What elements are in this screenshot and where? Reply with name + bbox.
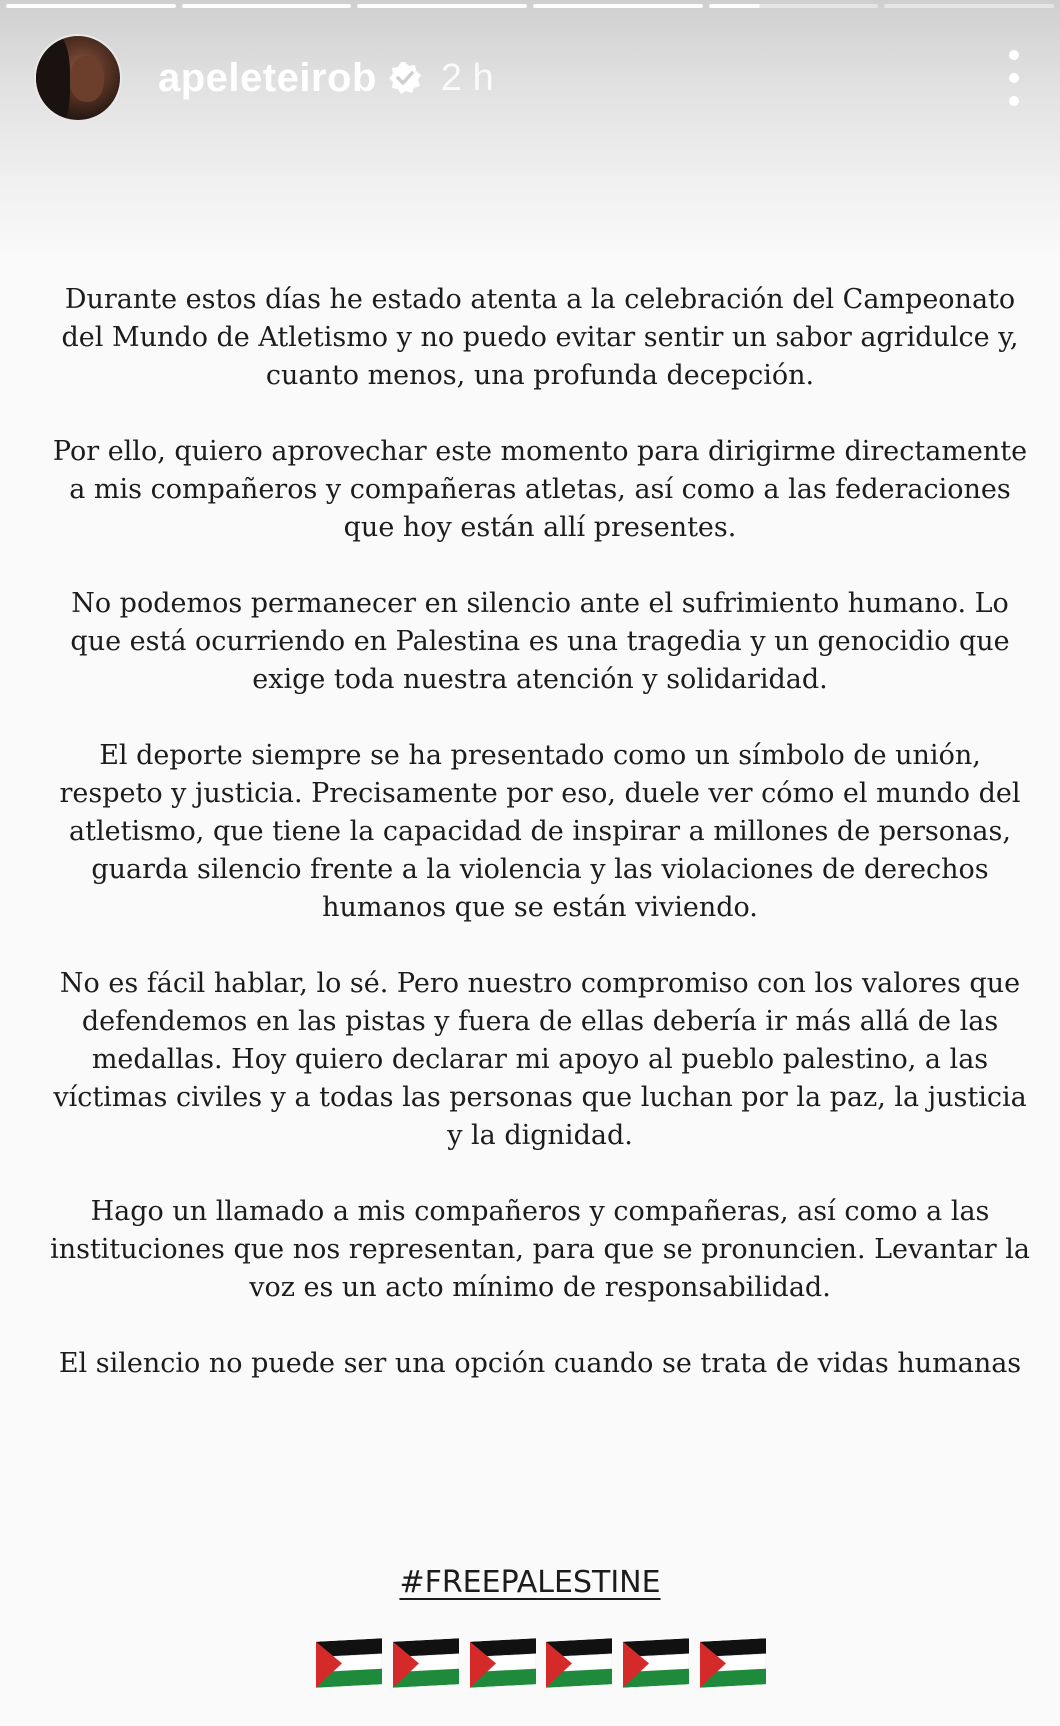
progress-segment [182, 4, 352, 8]
story-header [34, 32, 1026, 124]
palestine-flag-icon [623, 1638, 689, 1687]
story-text [50, 281, 1030, 1421]
paragraph: El silencio no puede ser una opción cuando se trata de vidas humanas [58, 1348, 1022, 1379]
verified-badge-icon [387, 60, 423, 96]
paragraph: Hago un llamado a mis compañeros y compañeras, así como a las instituciones que nos representan, para que se pronuncien. Levantar la voz es un acto mínimo de responsabilidad. [50, 1196, 1030, 1303]
palestine-flag-icon [316, 1638, 382, 1687]
paragraph: Por ello, quiero aprovechar este momento para dirigirme directamente a mis compañeros y compañeras atletas, así como a las federaciones que hoy están allí presentes. [52, 436, 1028, 543]
progress-segment-current [709, 4, 879, 8]
hashtag-link[interactable]: #FREEPALESTINE [399, 1565, 661, 1600]
progress-segment [357, 4, 527, 8]
avatar[interactable] [34, 34, 122, 122]
post-time: 2 h [440, 56, 494, 99]
palestine-flag-icon [700, 1638, 766, 1687]
username[interactable]: apeleteirob [158, 55, 377, 100]
paragraph: No es fácil hablar, lo sé. Pero nuestro compromiso con los valores que defendemos en las pistas y fuera de ellas debería ir más allá de las medallas. Hoy quiero declarar mi apoyo al pueblo palestino, a las víctimas civiles y a todas las personas que luchan por la paz, la justicia y la dignidad. [53, 968, 1027, 1151]
progress-segment [533, 4, 703, 8]
story-progress-bar [6, 4, 1054, 8]
more-options-icon[interactable] [1008, 50, 1020, 106]
hashtag-link-wrapper [0, 1565, 1060, 1600]
palestine-flag-icon [393, 1638, 459, 1687]
paragraph: El deporte siempre se ha presentado como un símbolo de unión, respeto y justicia. Precisamente por eso, duele ver cómo el mundo del atletismo, que tiene la capacidad de inspirar a millones de personas, guarda silencio frente a la violencia y las violaciones de derechos humanos que se están viviendo. [59, 740, 1021, 923]
progress-segment [6, 4, 176, 8]
palestine-flag-icon [470, 1638, 536, 1687]
paragraph: No podemos permanecer en silencio ante el sufrimiento humano. Lo que está ocurriendo en Palestina es una tragedia y un genocidio que exige toda nuestra atención y solidaridad. [70, 588, 1010, 695]
palestine-flag-icon [546, 1638, 612, 1687]
flag-row [316, 1640, 766, 1686]
paragraph: Durante estos días he estado atenta a la celebración del Campeonato del Mundo de Atletismo y no puedo evitar sentir un sabor agridulce y, cuanto menos, una profunda decepción. [61, 284, 1019, 391]
progress-segment [884, 4, 1054, 8]
